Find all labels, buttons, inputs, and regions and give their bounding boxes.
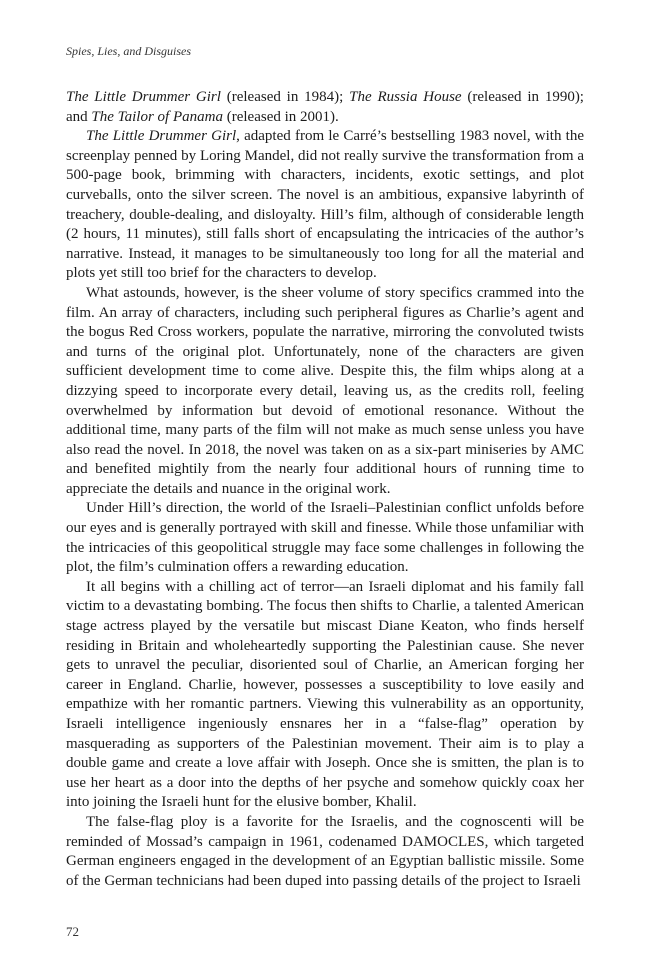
text-run: The false-flag ploy is a favorite for the Israelis, and the cognoscenti will be reminded of Mossad’s campaign in 1961, codenamed DAMOCLES, which targeted German engineers engaged in the development of an Egyptian ballistic missile. Some of the German technicians had been duped into passing details of the project to Israeli — [66, 813, 584, 889]
text-run: (released in 2001). — [222, 108, 339, 125]
italic-title: The Little Drummer Girl — [86, 128, 237, 145]
text-run: It all begins with a chilling act of terror—an Israeli diplomat and his family fall victim to a devastating bombing. The focus then shifts to Charlie, a talented American stage actress played by the versatile but miscast Diane Keaton, who finds herself residing in Britain and wholeheartedly supporting the Palestinian cause. She never gets to unravel the peculiar, disoriented soul of Charlie, an American forging her career in England. Charlie, however, possesses a susceptibility to love easily and empathize with her romantic partners. Viewing this vulnerability as an opportunity, Israeli intelligence ingeniously ensnares her in a “false-flag” operation by masquerading as supporters of the Palestinian movement. Their aim is to play a double game and create a love affair with Joseph. Once she is smitten, the plan is to use her heart as a door into the depths of her psyche and somehow quickly coax her into joining the Israeli hunt for the elusive bomber, Khalil. — [66, 578, 584, 811]
page-number: 72 — [66, 924, 79, 939]
italic-title: The Tailor of Panama — [91, 108, 223, 125]
paragraph — [66, 499, 584, 577]
paragraph — [66, 578, 584, 813]
paragraph — [66, 284, 584, 500]
text-run: , adapted from le Carré’s bestselling 1983 novel, with the screenplay penned by Loring Mandel, did not really survive the transformation from a 500-page book, brimming with characters, incidents, exotic settings, and plot curveballs, onto the silver screen. The novel is an ambitious, expansive labyrinth of treachery, double-dealing, and disloyalty. Hill’s film, although of considerable length (2 hours, 11 minutes), still falls short of encapsulating the intricacies of the author’s narrative. Instead, it manages to be simultaneously too long for all the material and plots yet still too brief for the characters to develop. — [66, 128, 584, 282]
paragraph — [66, 88, 584, 127]
text-run: (released in 1984); — [220, 89, 350, 105]
italic-title: The Little Drummer Girl — [66, 89, 221, 105]
body-text — [66, 88, 584, 891]
running-head: Spies, Lies, and Disguises — [66, 44, 192, 58]
italic-title: The Russia House — [349, 89, 462, 105]
text-run: (released in 1990); and — [66, 89, 584, 125]
text-run: Under Hill’s direction, the world of the Israeli–Palestinian conflict unfolds before our eyes and is generally portrayed with skill and finesse. While those unfamiliar with the intricacies of this geopolitical struggle may face some challenges in following the plot, the film’s culmination offers a rewarding education. — [66, 500, 584, 576]
paragraph — [66, 127, 584, 284]
paragraph — [66, 813, 584, 891]
text-run: What astounds, however, is the sheer volume of story specifics crammed into the film. An array of characters, including such peripheral figures as Charlie’s agent and the bogus Red Cross workers, populate the narrative, mirroring the convoluted twists and turns of the original plot. Unfortunately, none of the characters are given sufficient development time to come alive. Despite this, the film whips along at a dizzying speed to incorporate every detail, leaving us, as the credits roll, feeling overwhelmed by information but devoid of emotional resonance. Without the additional time, many parts of the film will not make as much sense unless you have also read the novel. In 2018, the novel was taken on as a six-part miniseries by AMC and benefited mightily from the nearly four additional hours of running time to appreciate the details and nuance in the original work. — [66, 284, 584, 497]
